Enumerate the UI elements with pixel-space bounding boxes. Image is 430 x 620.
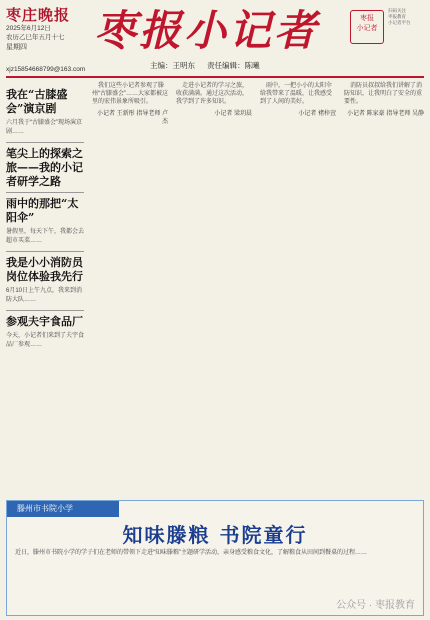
article-column — [260, 82, 336, 118]
sidebar-item-title: 我在“古膝盛会”演京剧 — [6, 88, 68, 115]
date-line-2: 农历乙巳年五月十七 — [6, 34, 65, 41]
sidebar-item-text: 暑假里，每天下午，我都会去超市买菜…… — [6, 229, 85, 244]
date-line-1: 2025年6月12日 — [6, 25, 51, 32]
sidebar-item-title: 笔尖上的探索之旅——我的小记者研学之路 — [6, 147, 83, 188]
sidebar-item-text: 今天，小记者们来到了夫宇食品厂参观…… — [6, 333, 85, 348]
sidebar-item-title: 我是小小消防员 岗位体验我先行 — [6, 256, 83, 283]
article-column — [92, 82, 168, 126]
sidebar-divider — [6, 192, 84, 193]
article-signature: 小记者 王新彤 指导老师 卢杰 — [96, 110, 168, 125]
article-signature: 小记者 陈家豪 指导老师 吴静 — [346, 110, 424, 117]
editor-line — [150, 60, 270, 71]
watermark: 公众号 · 枣报教育 — [336, 600, 415, 611]
article-column — [176, 82, 252, 118]
sidebar-divider — [6, 310, 84, 311]
sidebar-divider — [6, 142, 84, 143]
small-logo: 枣庄晚报 — [6, 6, 71, 24]
editor-label: 主编：王明东 — [150, 61, 195, 70]
responsible-editor-label: 责任编辑：陈曦 — [207, 61, 260, 70]
main-articles — [92, 82, 424, 494]
sidebar-item-text: 6月10日上午九点，我来到消防大队…… — [6, 288, 83, 303]
feature-title: 知味滕粮 书院童行 — [122, 523, 308, 547]
feature-box — [6, 500, 424, 616]
article-text: 消防员叔叔给我们讲解了消防知识，让我明白了安全的重要性。 — [344, 83, 423, 106]
article-signature: 小记者 褚梓萱 — [298, 110, 336, 117]
page-title: 枣报小记者 — [94, 6, 320, 55]
article-text: 我们这些小记者参观了滕州“古膝盛会”……大家都被这里的宏伟景象所吸引。 — [92, 83, 168, 106]
seal-logo: 枣报 小记者 — [350, 10, 384, 44]
sidebar-item-title: 参观夫宇食品厂 — [6, 315, 83, 328]
qr-info-box: 扫码关注 枣报教育 小记者平台 — [388, 8, 411, 25]
article-signature: 小记者 梁玥晨 — [214, 110, 252, 117]
weekday: 星期四 — [6, 44, 27, 51]
masthead-divider — [6, 76, 424, 78]
feature-text: 近日，滕州市书院小学的学子们在老师的带领下走进“知味滕粮”主题研学活动，亲身感受粮食文化，了解粮食从田间到餐桌的过程…… — [15, 550, 367, 556]
email: xjz15854668799@163.com — [6, 66, 86, 73]
article-column — [344, 82, 424, 118]
article-text: 雨中，一把小小的太阳伞给我带来了温暖，让我感受到了人间的美好。 — [260, 83, 333, 106]
sidebar-item-text: 六月我于“古膝盛会”现场演京剧…… — [6, 120, 82, 135]
sidebar-divider — [6, 251, 84, 252]
masthead-left — [6, 6, 94, 52]
article-text: 走进小记者的学习之旅，收获满满。通过这次活动，我学到了许多知识。 — [176, 83, 249, 106]
feature-tab: 滕州市书院小学 — [7, 501, 119, 517]
sidebar — [6, 84, 84, 355]
sidebar-item-title: 雨中的那把“太阳伞” — [6, 197, 79, 224]
